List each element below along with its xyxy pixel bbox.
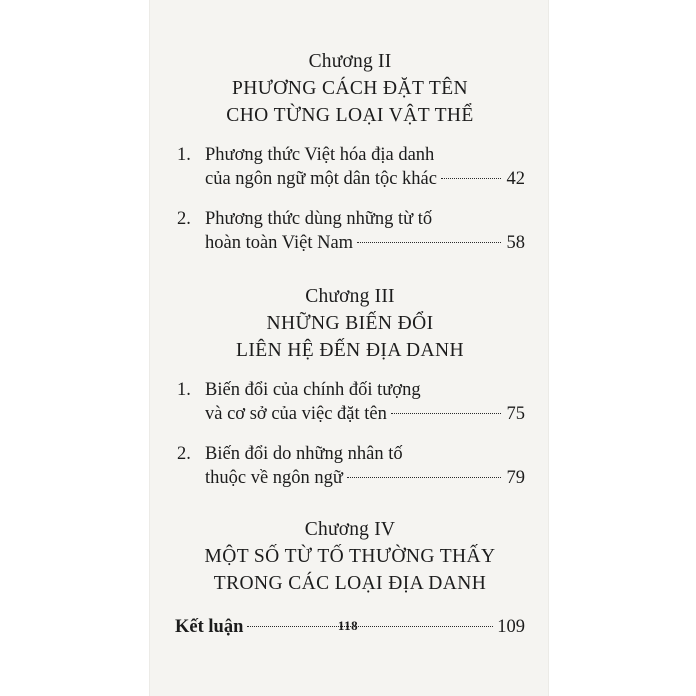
- entry-title-line: và cơ sở của việc đặt tên: [205, 404, 387, 424]
- chapter-title-line: PHƯƠNG CÁCH ĐẶT TÊN: [232, 78, 468, 99]
- chapter-iii-heading: [175, 283, 525, 364]
- toc-entry: [175, 378, 525, 426]
- entry-title-line: Phương thức dùng những từ tố: [205, 209, 433, 229]
- dot-leader: [347, 477, 501, 478]
- entry-title-line: thuộc về ngôn ngữ: [205, 468, 343, 488]
- chapter-ii-heading: [175, 48, 525, 129]
- chapter-title-line: TRONG CÁC LOẠI ĐỊA DANH: [213, 573, 487, 594]
- entry-number: 2.: [177, 209, 191, 229]
- entry-title-line: Biến đổi của chính đối tượng: [205, 380, 421, 400]
- entry-number: 1.: [177, 380, 191, 400]
- toc-entry: [175, 207, 525, 255]
- chapter-ii-entries: [175, 143, 525, 255]
- chapter-title-line: LIÊN HỆ ĐẾN ĐỊA DANH: [236, 340, 464, 361]
- page-folio-number: 118: [337, 618, 359, 633]
- entry-page-number: 79: [506, 468, 525, 488]
- chapter-number: Chương IV: [304, 519, 396, 540]
- conclusion-page-number: 109: [497, 617, 525, 637]
- dot-leader: [357, 242, 501, 243]
- chapter-number: Chương III: [305, 286, 395, 307]
- entry-title-line: của ngôn ngữ một dân tộc khác: [205, 169, 437, 189]
- entry-title-line: Phương thức Việt hóa địa danh: [205, 145, 435, 165]
- toc-entry: [175, 143, 525, 191]
- chapter-iv-heading: [175, 516, 525, 597]
- table-of-contents: [175, 48, 525, 639]
- chapter-title-line: CHO TỪNG LOẠI VẬT THỂ: [226, 105, 474, 126]
- chapter-iii-entries: [175, 378, 525, 490]
- entry-number: 2.: [177, 444, 191, 464]
- chapter-title-line: NHỮNG BIẾN ĐỔI: [266, 313, 434, 334]
- chapter-title-line: MỘT SỐ TỪ TỐ THƯỜNG THẤY: [204, 546, 496, 567]
- dot-leader: [441, 178, 501, 179]
- entry-title-line: Biến đổi do những nhân tố: [205, 444, 403, 464]
- entry-page-number: 42: [506, 169, 525, 189]
- entry-title-line: hoàn toàn Việt Nam: [205, 233, 354, 253]
- entry-number: 1.: [177, 145, 191, 165]
- dot-leader: [391, 413, 501, 414]
- toc-entry: [175, 442, 525, 490]
- entry-page-number: 58: [506, 233, 525, 253]
- chapter-number: Chương II: [308, 51, 392, 72]
- conclusion-label: Kết luận: [175, 617, 244, 637]
- entry-page-number: 75: [506, 404, 525, 424]
